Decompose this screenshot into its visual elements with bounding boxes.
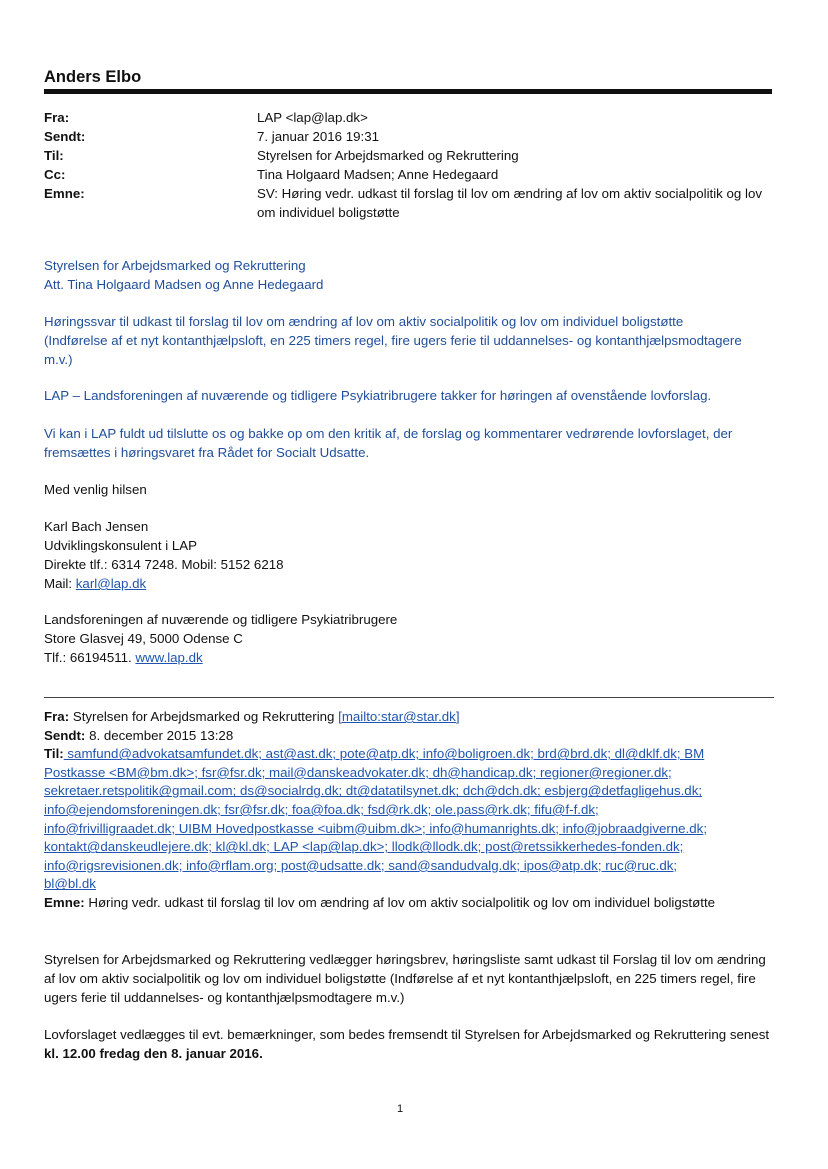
closing: Med venlig hilsen [44,482,147,497]
quoted-recipients-line[interactable]: samfund@advokatsamfundet.dk; ast@ast.dk; pote@atp.dk; info@boligroen.dk; brd@brd.dk; dl@dklf.dk; BM [63,746,705,762]
tlf-label: Tlf.: 66194511. [44,650,136,665]
from-value: LAP <lap@lap.dk> [257,110,368,125]
quoted-body-paragraph-1: Styrelsen for Arbejdsmarked og Rekruttering vedlægger høringsbrev, høringsliste samt udkast til Forslag til lov om ændring af lov om aktiv socialpolitik og lov om individuel boligstøtte (Indførelse af et nyt kontanthjælpsloft, en 225 timers regel, fire ugers ferie til uddannelses- og kontanthjælpsmodtagere m.v.) [44,952,766,1005]
mail-link[interactable]: karl@lap.dk [75,576,147,591]
quoted-subject-label: Emne: [44,894,85,910]
from-label: Fra: [44,110,70,125]
organisation-address: Store Glasvej 49, 5000 Odense C [44,631,243,646]
quoted-to-line-1 [44,745,784,764]
quoted-from-value: Styrelsen for Arbejdsmarked og Rekruttering [69,709,339,724]
quoted-header [44,708,784,913]
page-number: 1 [397,1103,404,1115]
quoted-sent-value: 8. december 2015 13:28 [85,727,234,743]
header-rule [44,89,772,94]
sent-label: Sendt: [44,129,86,144]
organisation-block [44,610,779,667]
signature-name: Karl Bach Jensen [44,519,149,534]
quoted-recipients-line[interactable]: info@frivilligraadet.dk; UIBM Hovedpostkasse <uibm@uibm.dk>; info@humanrights.dk; info@jobraadgiverne.dk; [44,820,708,836]
addressee-block [44,256,779,294]
quoted-sent-label: Sendt: [44,727,86,743]
cc-label: Cc: [44,167,66,182]
reply-subject-paragraph: Høringssvar til udkast til forslag til lov om ændring af lov om aktiv socialpolitik og lov om individuel boligstøtte (Indførelse af et nyt kontanthjælpsloft, en 225 timers regel, fire ugers ferie til uddannelses- og kontanthjælpsmodtagere m.v.) [44,314,742,367]
to-label: Til: [44,148,64,163]
quoted-separator [44,697,774,698]
addressee-line-2: Att. Tina Holgaard Madsen og Anne Hedegaard [44,277,324,292]
subject-label: Emne: [44,186,85,201]
author-name: Anders Elbo [44,68,142,86]
mail-label: Mail: [44,576,76,591]
sent-value: 7. januar 2016 19:31 [257,129,379,144]
quoted-subject-value: Høring vedr. udkast til forslag til lov om ændring af lov om aktiv socialpolitik og lov om individuel boligstøtte [84,894,716,910]
deadline-intro: Lovforslaget vedlægges til evt. bemærkninger, som bedes fremsendt til Styrelsen for Arbejdsmarked og Rekruttering senest [44,1027,770,1042]
quoted-body-paragraph-2 [44,1025,774,1063]
addressee-line-1: Styrelsen for Arbejdsmarked og Rekruttering [44,258,306,273]
quoted-subject-line [44,894,784,913]
organisation-phone-line [44,648,779,667]
quoted-to-label: Til: [44,746,64,762]
quoted-sent-line [44,727,784,746]
signature-mail-line [44,574,779,593]
quoted-recipients-line[interactable]: bl@bl.dk [44,876,96,892]
reply-paragraph-1: LAP – Landsforeningen af nuværende og tidligere Psykiatribrugere takker for høringen af ovenstående lovforslag. [44,388,712,403]
quoted-recipients-line[interactable]: info@ejendomsforeningen.dk; fsr@fsr.dk; foa@foa.dk; fsd@rk.dk; ole.pass@rk.dk; fifu@f-f.dk; [44,801,599,817]
quoted-mailto-link[interactable]: [mailto:star@star.dk] [338,709,460,724]
to-value: Styrelsen for Arbejdsmarked og Rekruttering [257,148,519,163]
quoted-recipients-line[interactable]: info@rigsrevisionen.dk; info@rflam.org; post@udsatte.dk; sand@sandudvalg.dk; ipos@atp.dk; ruc@ruc.dk; [44,857,678,873]
quoted-recipients-line[interactable]: Postkasse <BM@bm.dk>; fsr@fsr.dk; mail@danskeadvokater.dk; dh@handicap.dk; regioner@regioner.dk; [44,764,672,780]
signature-phone: Direkte tlf.: 6314 7248. Mobil: 5152 6218 [44,557,284,572]
deadline-text: kl. 12.00 fredag den 8. januar 2016. [44,1046,263,1061]
organisation-name: Landsforeningen af nuværende og tidligere Psykiatribrugere [44,612,398,627]
quoted-from-label: Fra: [44,709,70,724]
web-link[interactable]: www.lap.dk [135,650,203,665]
quoted-from-line [44,708,784,727]
quoted-recipients-line[interactable]: sekretaer.retspolitik@gmail.com; ds@socialrdg.dk; dt@datatilsynet.dk; dch@dch.dk; esbjerg@detfagligehus.dk; [44,783,703,799]
cc-value: Tina Holgaard Madsen; Anne Hedegaard [257,167,499,182]
signature-title: Udviklingskonsulent i LAP [44,538,197,553]
quoted-recipients-line[interactable]: kontakt@danskeudlejere.dk; kl@kl.dk; LAP <lap@lap.dk>; llodk@llodk.dk; post@retssikkerhedes-fonden.dk; [44,839,684,855]
subject-value: SV: Høring vedr. udkast til forslag til lov om ændring af lov om aktiv socialpolitik og lov om individuel boligstøtte [257,186,762,220]
reply-paragraph-2: Vi kan i LAP fuldt ud tilslutte os og bakke op om den kritik af, de forslag og kommentarer vedrørende lovforslaget, der fremsættes i høringsvaret fra Rådet for Socialt Udsatte. [44,426,733,460]
signature-block [44,517,779,593]
